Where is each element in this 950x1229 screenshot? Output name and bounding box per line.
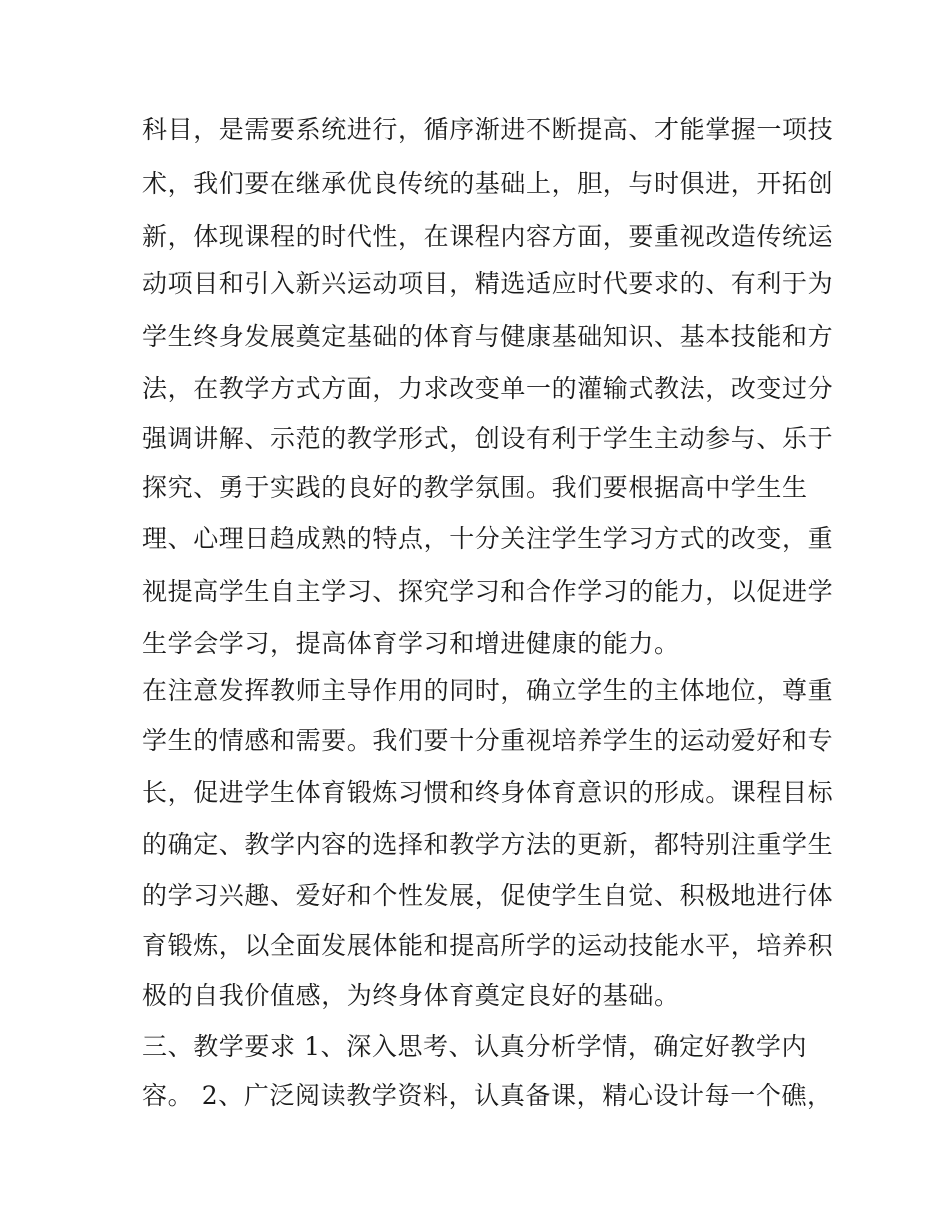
text-line: 学生的情感和需要。我们要十分重视培养学生的运动爱好和专 (142, 726, 834, 755)
text-line: 法，在教学方式方面，力求改变单一的灌输式教法，改变过分 (142, 374, 834, 403)
text-line: 动项目和引入新兴运动项目，精选适应时代要求的、有利于为 (142, 269, 834, 298)
text-line: 的确定、教学内容的选择和教学方法的更新，都特别注重学生 (142, 830, 834, 859)
text-line: 容。 2、广泛阅读教学资料，认真备课，精心设计每一个礁， (142, 1081, 833, 1110)
text-line: 生学会学习，提高体育学习和增进健康的能力。 (142, 629, 680, 658)
text-line: 长，促进学生体育锻炼习惯和终身体育意识的形成。课程目标 (142, 778, 834, 807)
text-line: 探究、勇于实践的良好的教学氛围。我们要根据高中学生生 (142, 473, 808, 502)
text-line: 理、心理日趋成熟的特点，十分关注学生学习方式的改变，重 (142, 524, 834, 553)
text-line: 术，我们要在继承优良传统的基础上，胆，与时俱进，开拓创 (142, 169, 834, 198)
text-line: 视提高学生自主学习、探究学习和合作学习的能力，以促进学 (142, 577, 834, 606)
text-line: 育锻炼，以全面发展体能和提高所学的运动技能水平，培养积 (142, 931, 834, 960)
text-line: 强调讲解、示范的教学形式，创设有利于学生主动参与、乐于 (142, 424, 834, 453)
text-line: 科目，是需要系统进行，循序渐进不断提高、才能掌握一项技 (142, 115, 834, 144)
text-line: 极的自我价值感，为终身体育奠定良好的基础。 (142, 981, 680, 1010)
text-line: 三、教学要求 1、深入思考、认真分析学情，确定好教学内 (142, 1032, 808, 1061)
text-line: 新，体现课程的时代性，在课程内容方面，要重视改造传统运 (142, 222, 834, 251)
text-line: 学生终身发展奠定基础的体育与健康基础知识、基本技能和方 (142, 322, 834, 351)
text-line: 在注意发挥教师主导作用的同时，确立学生的主体地位，尊重 (142, 676, 834, 705)
text-line: 的学习兴趣、爱好和个性发展，促使学生自觉、积极地进行体 (142, 881, 834, 910)
